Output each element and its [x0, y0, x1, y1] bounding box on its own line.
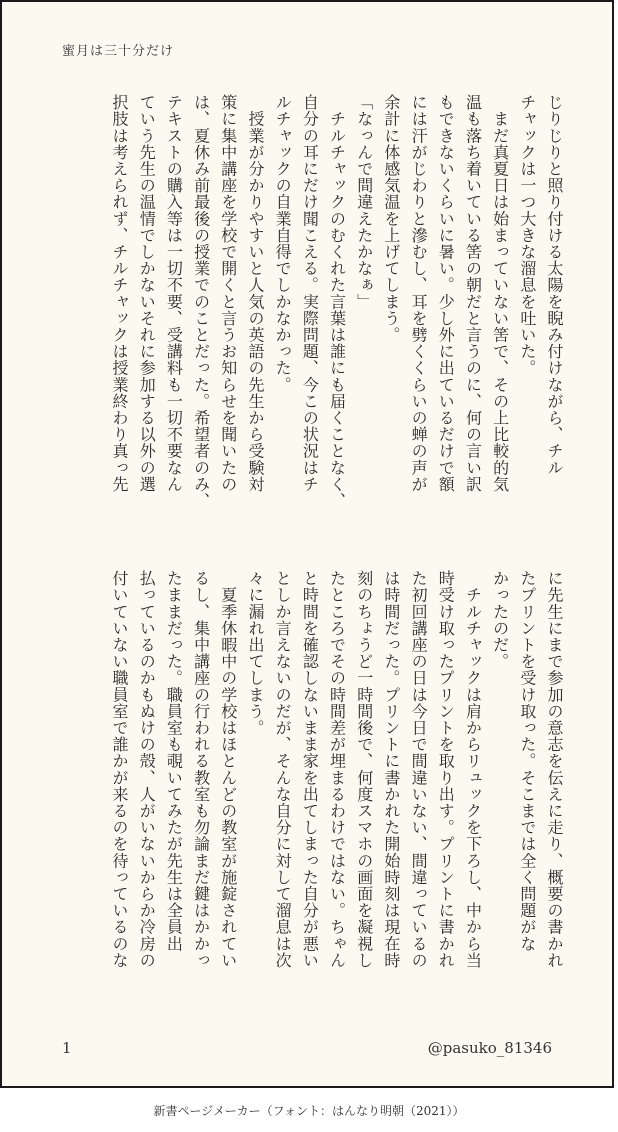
text-line: 策に集中講座を学校で開くと言うお知らせを聞いたの: [218, 94, 238, 493]
text-line: と時間を確認しないまま家を出てしまった自分が悪い: [300, 570, 320, 969]
text-line: 時受け取ったプリントを取り出す。プリントに書かれ: [436, 570, 456, 969]
text-line: かったのだ。: [490, 570, 510, 670]
text-line: 「なっんで間違えたかなぁ」: [354, 94, 374, 310]
text-line: テキストの購入等は一切不要、受講料も一切不要なん: [164, 94, 184, 493]
author-handle: @pasuko_81346: [427, 1039, 552, 1057]
text-line: チルチャックのむくれた言葉は誰にも届くことなく、: [327, 94, 347, 509]
text-line: 々に漏れ出てしまう。: [245, 570, 265, 736]
lower-text-block: [56, 570, 564, 1020]
text-line: たままだった。職員室も覗いてみたが先生は全員出: [164, 570, 184, 952]
text-line: に先生にまで参加の意志を伝えに走り、概要の書かれ: [545, 570, 564, 969]
text-line: 夏季休暇中の学校はほとんどの教室が施錠されてい: [218, 570, 238, 969]
text-line: 余計に体感気温を上げてしまう。: [381, 94, 401, 343]
text-line: 払っているのかもぬけの殻、人がいないからか冷房の: [137, 570, 157, 969]
text-line: 授業が分かりやすいと人気の英語の先生から受験対: [245, 94, 265, 493]
page-title: 蜜月は三十分だけ: [62, 44, 175, 59]
text-line: としか言えないのだが、そんな自分に対して溜息は次: [273, 570, 293, 969]
text-line: チルチャックは肩からリュックを下ろし、中から当: [463, 570, 483, 969]
text-line: 刻のちょうど一時間後で、何度スマホの画面を凝視し: [354, 570, 374, 969]
text-line: たところでその時間差が埋まるわけではない。ちゃん: [327, 570, 347, 969]
text-line: は、夏休み前最後の授業でのことだった。希望者のみ、: [191, 94, 211, 509]
text-line: 択肢は考えられず、チルチャックは授業終わり真っ先: [110, 94, 129, 493]
upper-text-block: [56, 94, 564, 544]
text-line: もできないくらいに暑い。少し外に出ているだけで額: [436, 94, 456, 493]
text-line: じりじりと照り付ける太陽を睨み付けながら、チル: [545, 94, 564, 476]
page-number: 1: [62, 1039, 72, 1057]
text-line: には汗がじわりと滲むし、耳を劈くくらいの蝉の声が: [409, 94, 429, 493]
generator-credit: 新書ページメーカー（フォント：はんなり明朝（2021））: [153, 1104, 465, 1118]
text-line: 温も落ち着いている筈の朝だと言うのに、何の言い訳: [463, 94, 483, 493]
text-line: ルチャックの自業自得でしかなかった。: [273, 94, 293, 393]
text-line: た初回講座の日は今日で間違いない、間違っているの: [409, 570, 429, 969]
text-line: たプリントを受け取った。そこまでは全く問題がな: [517, 570, 537, 952]
text-line: ていう先生の温情でしかないそれに参加する以外の選: [137, 94, 157, 493]
text-line: は時間だった。プリントに書かれた開始時刻は現在時: [381, 570, 401, 969]
text-line: チャックは一つ大きな溜息を吐いた。: [517, 94, 537, 377]
text-line: 自分の耳にだけ聞こえる。実際問題、今この状況はチ: [300, 94, 320, 493]
text-line: まだ真夏日は始まっていない筈で、その上比較的気: [490, 94, 510, 493]
text-line: るし、集中講座の行われる教室も勿論まだ鍵はかかっ: [191, 570, 211, 969]
text-line: 付いていない職員室で誰かが来るのを待っているのな: [110, 570, 129, 969]
